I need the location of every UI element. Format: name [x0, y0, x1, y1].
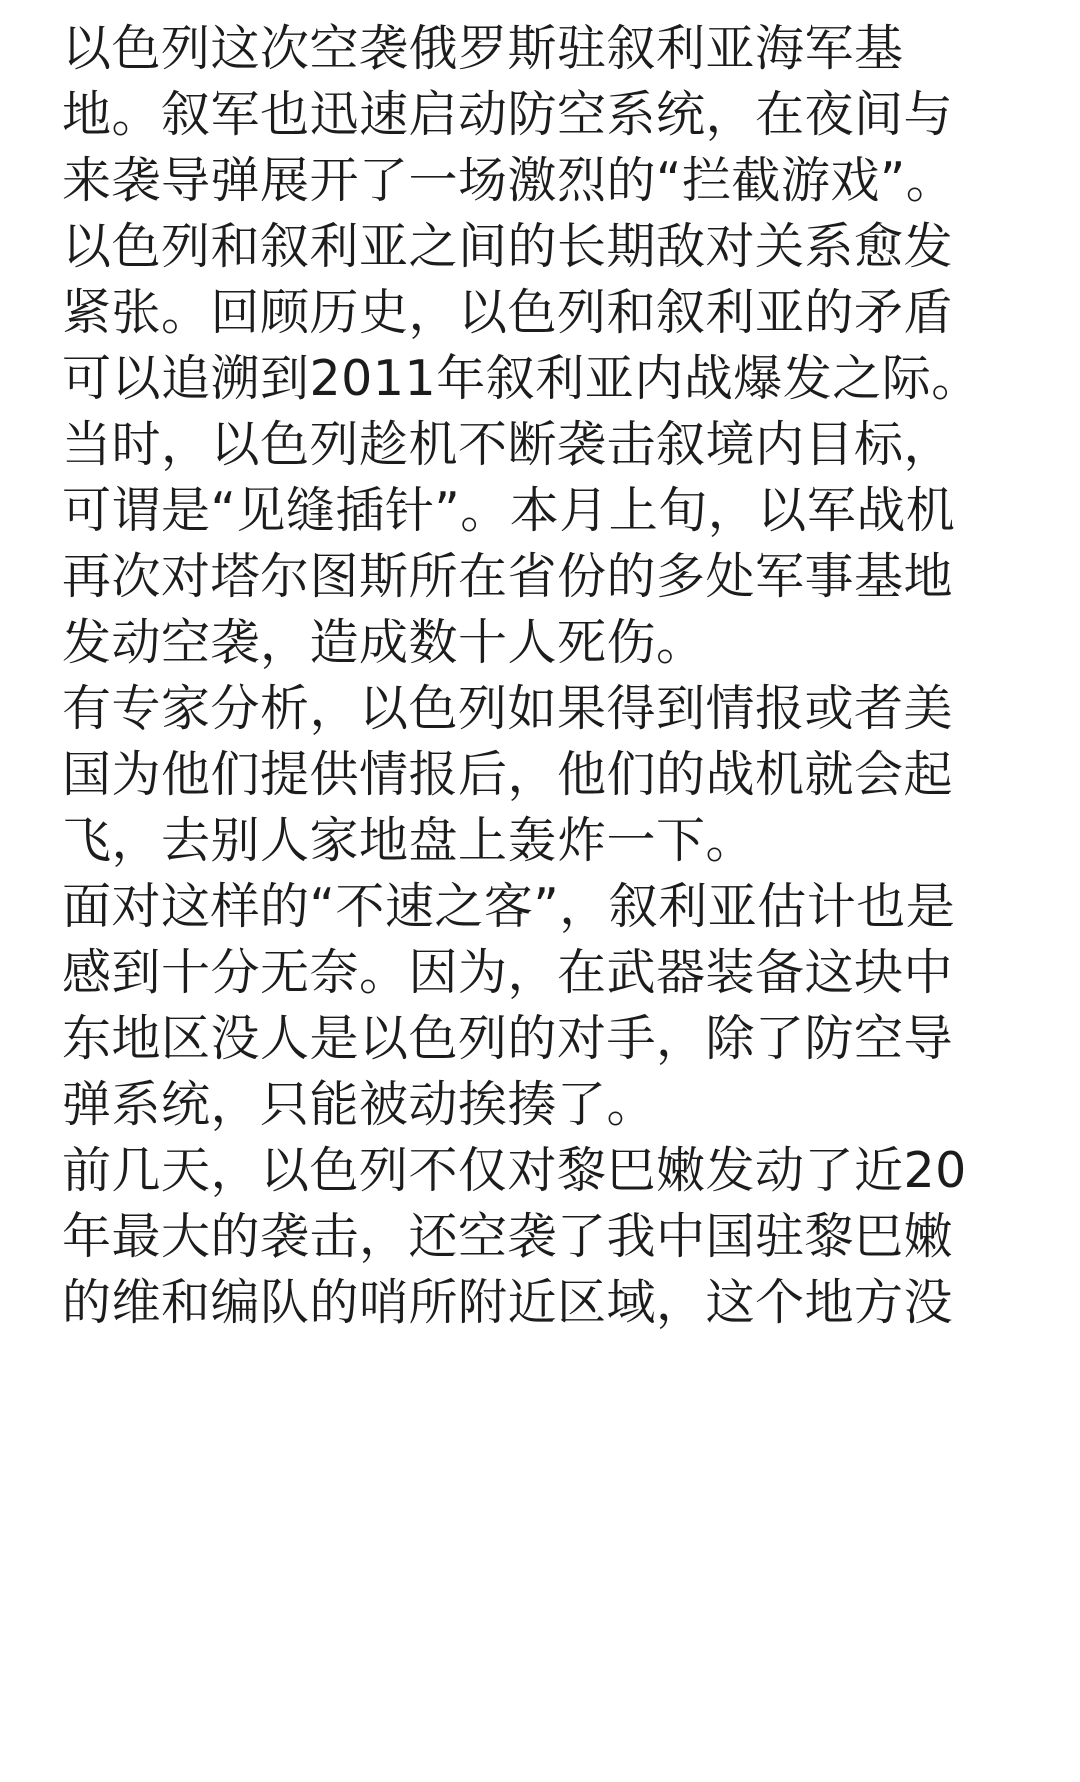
article-body: [62, 16, 1032, 1336]
article-paragraph: 当时，以色列趁机不断袭击叙境内目标， 可谓是“见缝插针”。本月上旬，以军战机 再次对塔尔图斯所在省份的多处军事基地 发动空袭，造成数十人死伤。: [62, 416, 956, 671]
article-paragraph: 以色列这次空袭俄罗斯驻叙利亚海军基 地。叙军也迅速启动防空系统，在夜间与 来袭导弹展开了一场激烈的“拦截游戏”。: [62, 20, 956, 209]
article-paragraph: 有专家分析，以色列如果得到情报或者美 国为他们提供情报后，他们的战机就会起 飞，去别人家地盘上轰炸一下。: [62, 680, 954, 869]
article-paragraph: 面对这样的“不速之客”，叙利亚估计也是 感到十分无奈。因为，在武器装备这块中 东地区没人是以色列的对手，除了防空导 弹系统，只能被动挨揍了。: [62, 878, 956, 1133]
article-paragraph: 前几天，以色列不仅对黎巴嫩发动了近20 年最大的袭击，还空袭了我中国驻黎巴嫩 的维和编队的哨所附近区域，这个地方没: [62, 1142, 967, 1331]
article-paragraph: 以色列和叙利亚之间的长期敌对关系愈发 紧张。回顾历史，以色列和叙利亚的矛盾 可以追溯到2011年叙利亚内战爆发之际。: [62, 218, 981, 407]
